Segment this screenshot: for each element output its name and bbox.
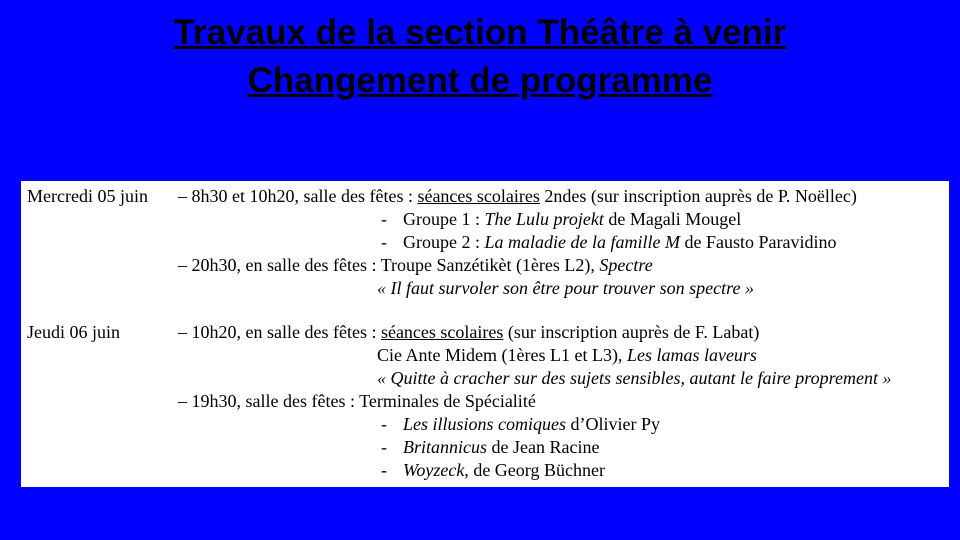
- day-wednesday: Mercredi 05 juin: [27, 186, 148, 206]
- bullet: -: [381, 460, 387, 480]
- wednesday-session-2: – 20h30, en salle des fêtes : Troupe Sanzétikèt (1ères L2), Spectre: [178, 255, 653, 275]
- thursday-session-1: – 10h20, en salle des fêtes : séances scolaires (sur inscription auprès de F. Labat): [178, 322, 760, 342]
- schedule-panel: [21, 181, 949, 487]
- bullet: -: [381, 414, 387, 434]
- wednesday-quote: « Il faut survoler son être pour trouver son spectre »: [377, 278, 754, 298]
- wednesday-group-2: Groupe 2 : La maladie de la famille M de Fausto Paravidino: [403, 232, 837, 252]
- wednesday-session-1: – 8h30 et 10h20, salle des fêtes : séances scolaires 2ndes (sur inscription auprès de P. Noëllec): [178, 186, 857, 206]
- page-subtitle: Changement de programme: [247, 61, 713, 100]
- thursday-quote: « Quitte à cracher sur des sujets sensibles, autant le faire proprement »: [377, 368, 892, 388]
- bullet: -: [381, 437, 387, 457]
- bullet: -: [381, 232, 387, 252]
- thursday-play-1: Les illusions comiques d’Olivier Py: [403, 414, 661, 434]
- page-title: Travaux de la section Théâtre à venir: [173, 13, 787, 52]
- wednesday-group-1: Groupe 1 : The Lulu projekt de Magali Mougel: [403, 209, 742, 229]
- thursday-play-2: Britannicus de Jean Racine: [403, 437, 600, 457]
- bullet: -: [381, 209, 387, 229]
- thursday-session-2: – 19h30, salle des fêtes : Terminales de Spécialité: [178, 391, 536, 411]
- day-thursday: Jeudi 06 juin: [27, 322, 120, 342]
- thursday-company: Cie Ante Midem (1ères L1 et L3), Les lamas laveurs: [377, 345, 757, 365]
- thursday-play-3: Woyzeck, de Georg Büchner: [403, 460, 605, 480]
